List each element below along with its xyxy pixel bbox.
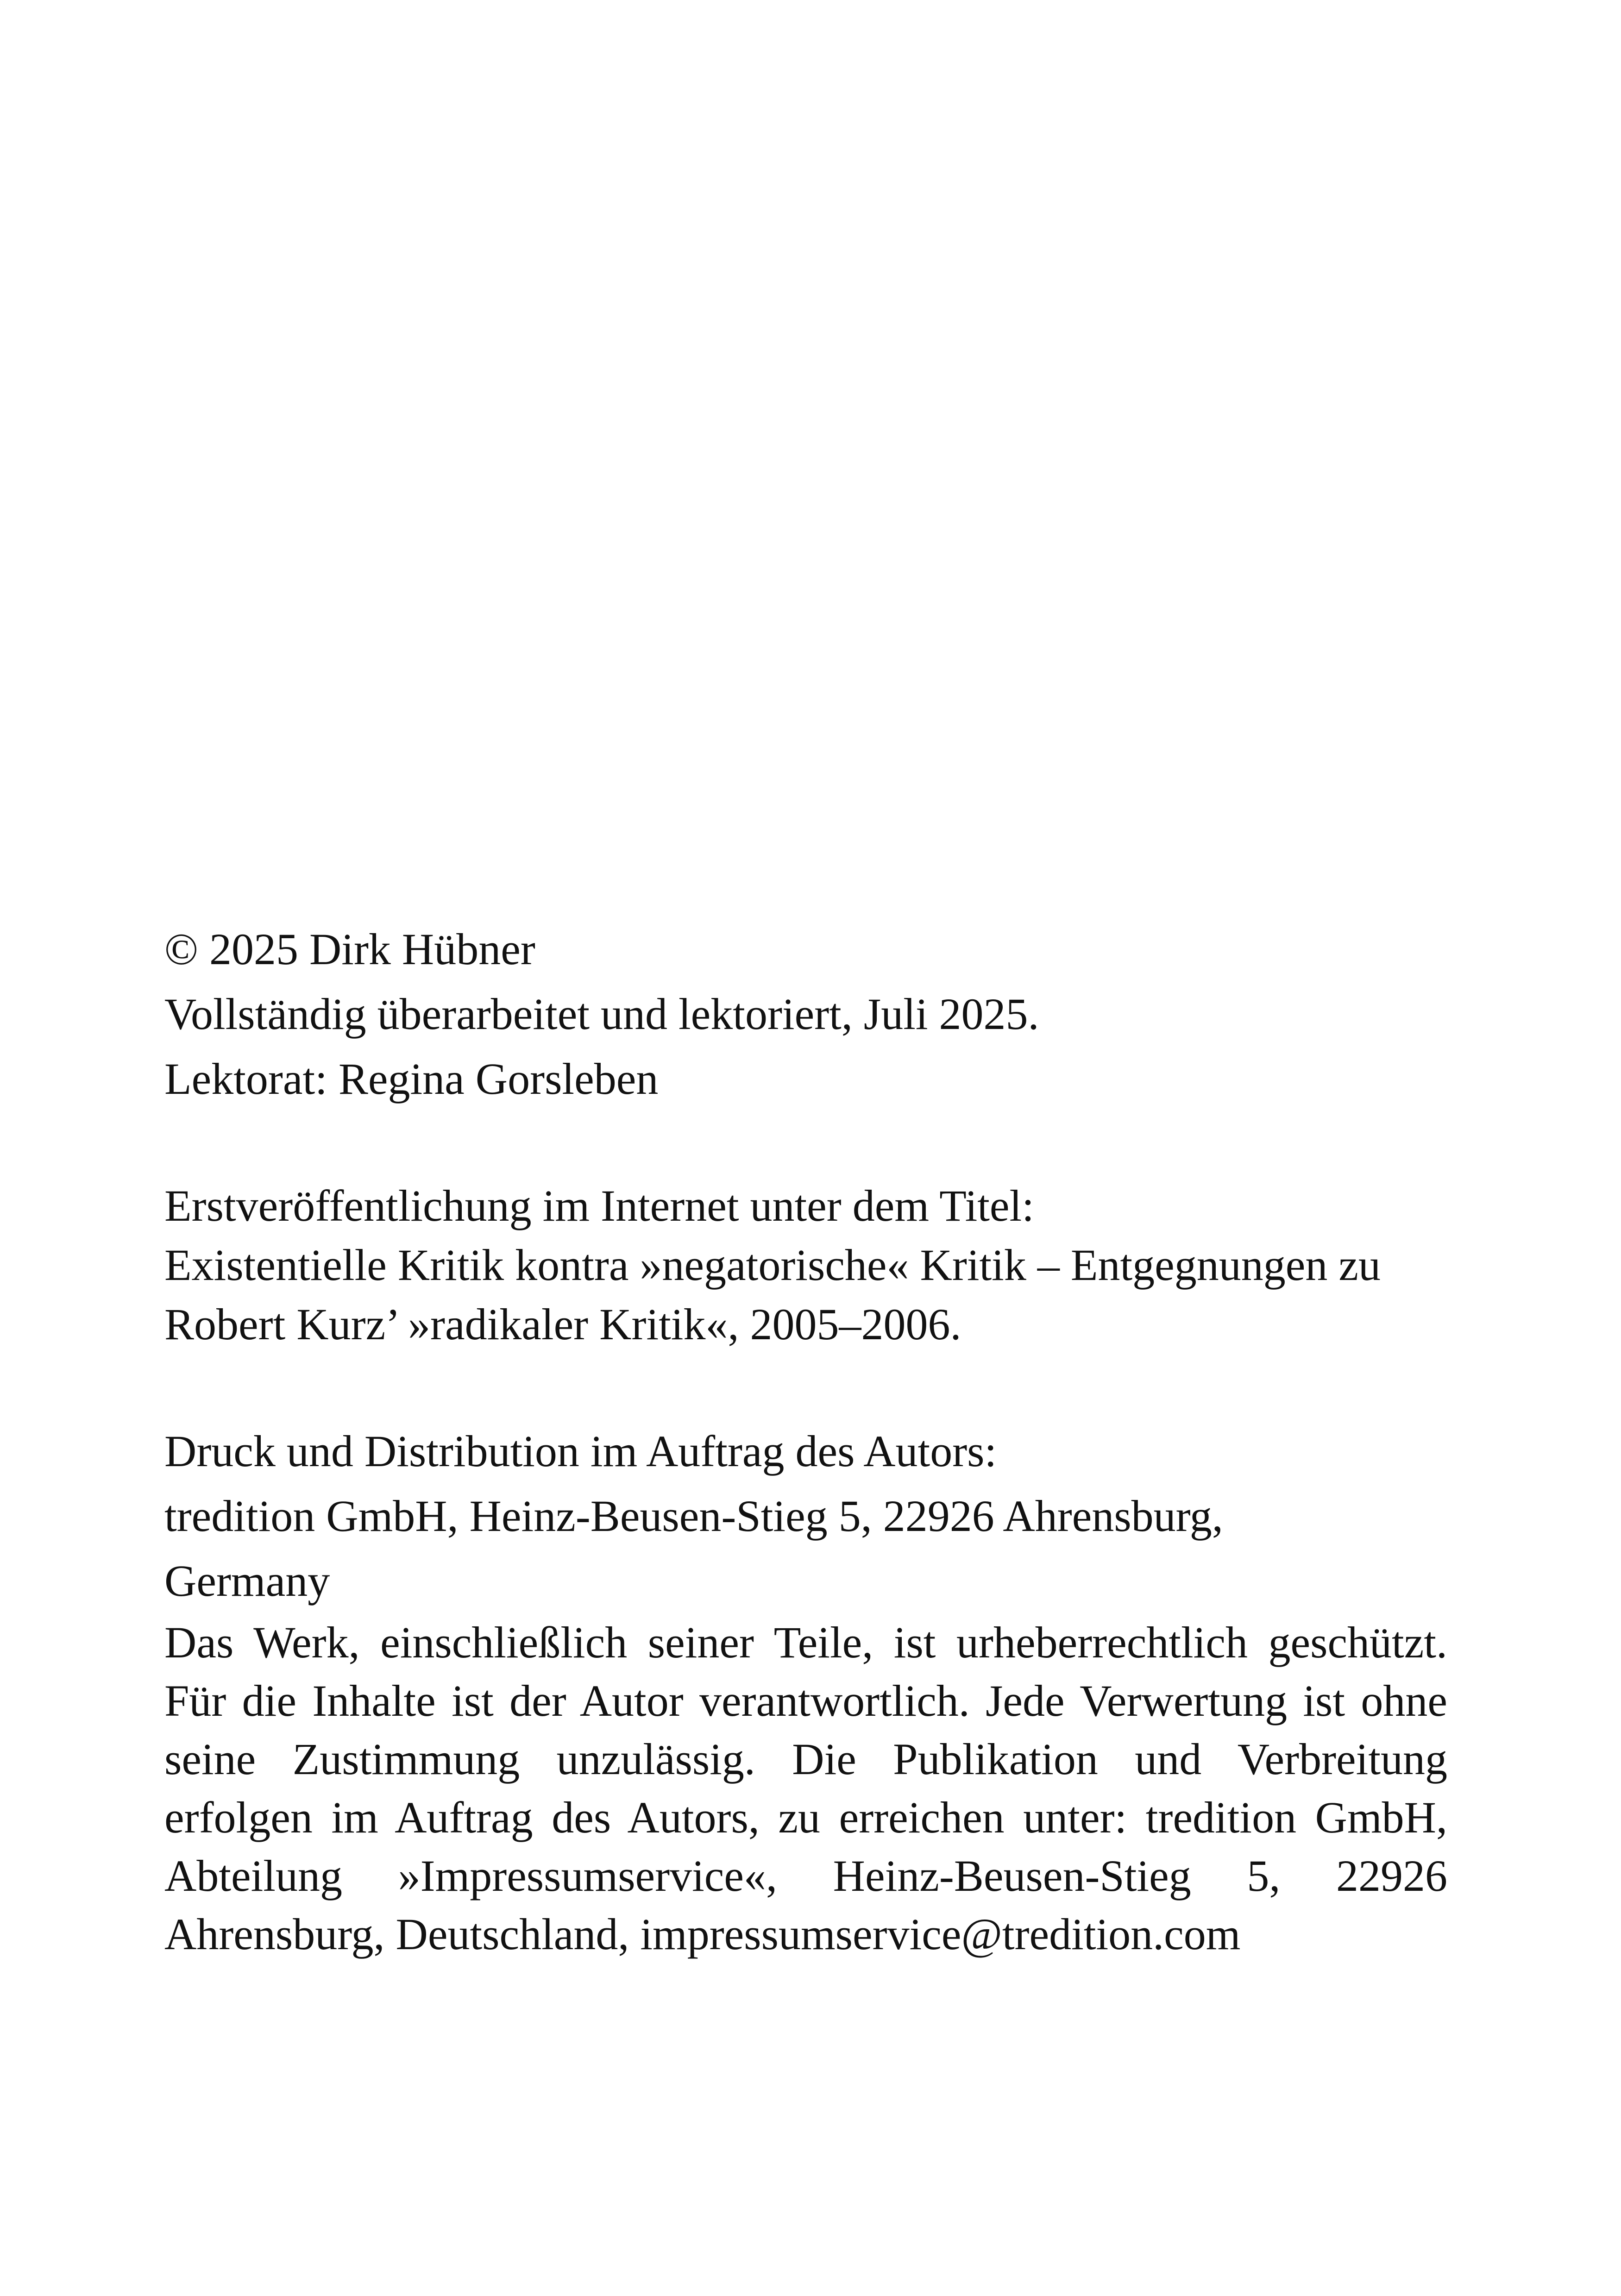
first-publication-label: Erstveröffentlichung im Internet unter dem Titel: xyxy=(164,1181,1034,1230)
section-spacer xyxy=(164,1111,1447,1176)
publisher-address-line-1: tredition GmbH, Heinz-Beusen-Stieg 5, 22926 Ahrensburg, xyxy=(164,1491,1223,1541)
revision-line: Vollständig überarbeitet und lektoriert, Juli 2025. xyxy=(164,989,1039,1039)
distribution-label: Druck und Distribution im Auftrag des Autors: xyxy=(164,1426,997,1476)
publisher-address-line-2: Germany xyxy=(164,1556,330,1606)
original-title-line-1: Existentielle Kritik kontra »negatorische« Kritik – Entgegnungen zu xyxy=(164,1240,1381,1290)
editor-line: Lektorat: Regina Gorsleben xyxy=(164,1054,659,1104)
first-publication-section xyxy=(164,1176,1447,1354)
distribution-section xyxy=(164,1419,1447,1964)
section-spacer xyxy=(164,1354,1447,1419)
original-title-line-2: Robert Kurz’ »radikaler Kritik«, 2005–2006. xyxy=(164,1299,961,1349)
legal-notice: Das Werk, einschließlich seiner Teile, ist urheberrechtlich geschützt. Für die Inhalte ist der Autor verantwortlich. Jede Verwertung ist ohne seine Zustimmung unzulässig. Die Publikation und Verbreitung erfolgen im Auftrag des Autors, zu erreichen unter: tredition GmbH, Abteilung »Impressumservice«, Heinz-Beusen-Stieg 5, 22926 Ahrensburg, Deutschland, impressumservice@tredition.com xyxy=(164,1618,1447,1959)
copyright-section xyxy=(164,917,1447,1111)
imprint-block xyxy=(164,917,1447,1964)
copyright-line: © 2025 Dirk Hübner xyxy=(164,924,535,974)
